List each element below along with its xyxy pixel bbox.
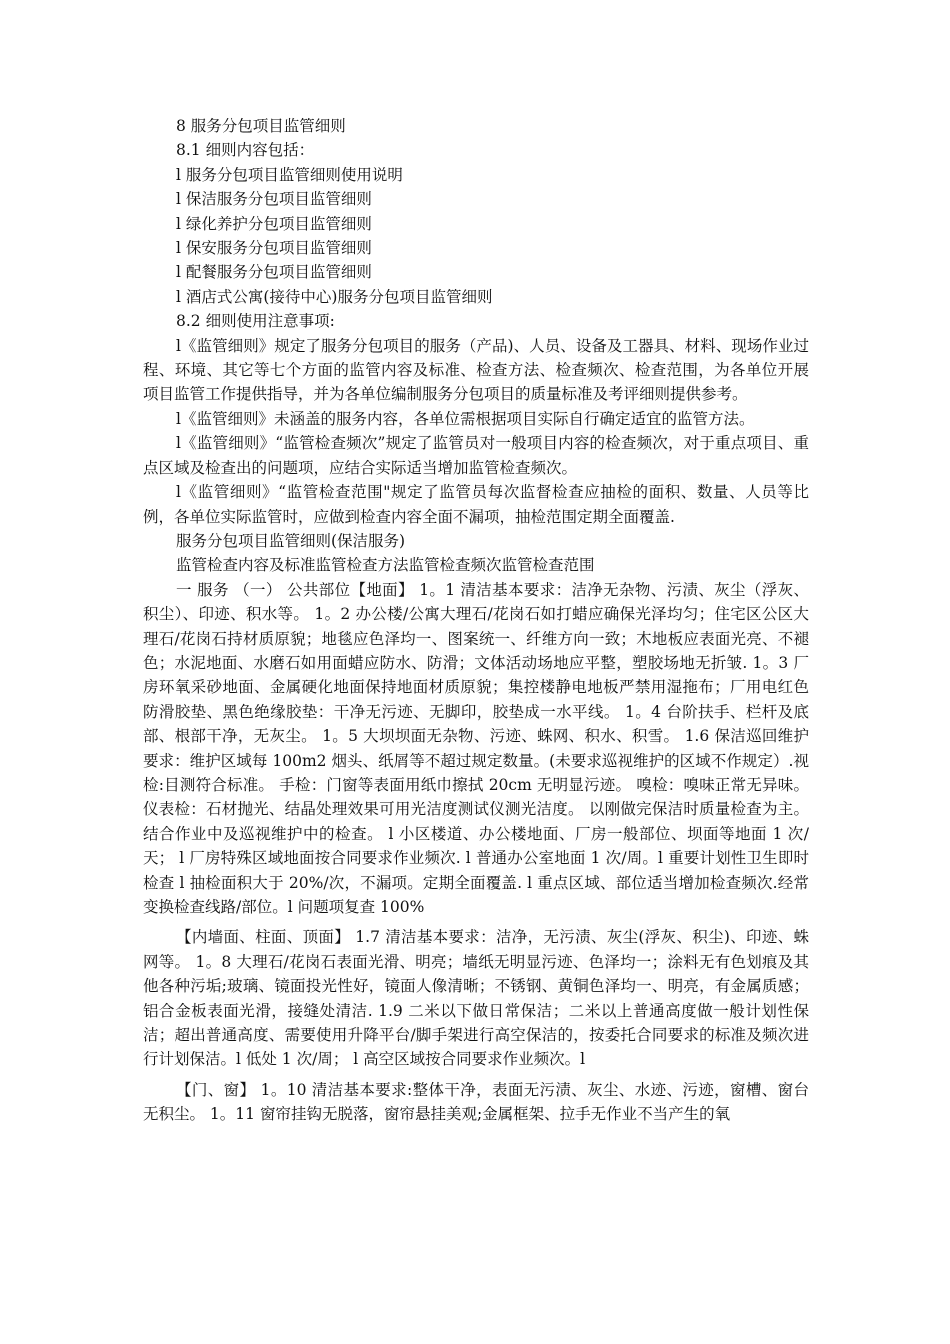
table-title: 服务分包项目监管细则(保洁服务) [176, 531, 406, 550]
list-item: l 酒店式公寓(接待中心)服务分包项目监管细则 [176, 287, 493, 306]
paragraph: 一 服务 （一） 公共部位【地面】 1。1 清洁基本要求：洁净无杂物、污渍、灰尘（浮灰、积尘）、印迹、积水等。 1。2 办公楼/公寓大理石/花岗石如打蜡应确保光泽均匀；住宅区公区大理石/花岗石持材质原貌；地毯应色泽均一、图案统一、纤维方向一致；木地板应表面光亮、不褪色；水泥地面、水磨石如用面蜡应防水、防滑；文体活动场地应平整，塑胶场地无折皱. 1。3 厂房环氧采砂地面、金属硬化地面保持地面材质原貌；集控楼静电地板严禁用湿拖布；厂用电红色防滑胶垫、黑色绝缘胶垫：干净无污迹、无脚印，胶垫成一水平线。 1。4 台阶扶手、栏杆及底部、根部干净，无灰尘。 1。5 大坝坝面无杂物、污迹、蛛网、积水、积雪。 1.6 保洁巡回维护要求：维护区域每 100m2 烟头、纸屑等不超过规定数量。(未要求巡视维护的区域不作规定）.视检:目测符合标准。 手检：门窗等表面用纸巾擦拭 20cm 无明显污迹。 嗅检：嗅味正常无异味。 仪表检：石材抛光、结晶处理效果可用光洁度测试仪测光洁度。 以刚做完保洁时质量检查为主。结合作业中及巡视维护中的检查。 l 小区楼道、办公楼地面、厂房一般部位、坝面等地面 1 次/天； l 厂房特殊区域地面按合同要求作业频次. l 普通办公室地面 1 次/周。l 重要计划性卫生即时检查 l 抽检面积大于 20%/次，不漏项。定期全面覆盖. l 重点区域、部位适当增加检查频次.经常变换检查线路/部位。l 问题项复查 100% [143, 580, 809, 916]
paragraph: 【门、窗】 1。10 清洁基本要求:整体干净，表面无污渍、灰尘、水迹、污迹，窗槽、窗台无积尘。 1。11 窗帘挂钩无脱落，窗帘悬挂美观;金属框架、拉手无作业不当产生的氧 [143, 1080, 809, 1124]
subsection-heading: 8.2 细则使用注意事项: [176, 312, 335, 331]
table-header: 监管检查内容及标准监管检查方法监管检查频次监管检查范围 [176, 556, 595, 575]
list-item: l 配餐服务分包项目监管细则 [176, 263, 372, 282]
paragraph: l《监管细则》规定了服务分包项目的服务（产品)、人员、设备及工器具、材料、现场作业过程、环境、其它等七个方面的监管内容及标准、检查方法、检查频次、检查范围，为各单位开展项目监管工作提供指导，并为各单位编制服务分包项目的质量标准及考评细则提供参考。 [143, 336, 809, 404]
paragraph: l《监管细则》“监管检查频次”规定了监管员对一般项目内容的检查频次，对于重点项目、重点区域及检查出的问题项，应结合实际适当增加监管检查频次。 [143, 434, 809, 477]
document-body [143, 114, 809, 1127]
list-item: l 保安服务分包项目监管细则 [176, 239, 372, 258]
list-item: l 绿化养护分包项目监管细则 [176, 214, 372, 233]
paragraph: 【内墙面、柱面、顶面】 1.7 清洁基本要求：洁净，无污渍、灰尘(浮灰、积尘)、印迹、蛛网等。 1。8 大理石/花岗石表面光滑、明亮；墙纸无明显污迹、色泽均一；涂料无有色划痕及其他各种污垢;玻璃、镜面投光性好，镜面人像清晰；不锈钢、黄铜色泽均一、明亮，有金属质感；铝合金板表面光滑，接缝处清洁. 1.9 二米以下做日常保洁；二米以上普通高度做一般计划性保洁；超出普通高度、需要使用升降平台/脚手架进行高空保洁的，按委托合同要求的标准及频次进行计划保洁。l 低处 1 次/周； l 高空区域按合同要求作业频次。l [143, 928, 809, 1069]
list-item: l 保洁服务分包项目监管细则 [176, 190, 372, 209]
paragraph: l《监管细则》未涵盖的服务内容，各单位需根据项目实际自行确定适宜的监管方法。 [176, 409, 755, 428]
list-item: l 服务分包项目监管细则使用说明 [176, 165, 403, 184]
subsection-heading: 8.1 细则内容包括： [176, 141, 315, 160]
section-heading: 8 服务分包项目监管细则 [176, 117, 346, 135]
paragraph: l《监管细则》“监管检查范围"规定了监管员每次监督检查应抽检的面积、数量、人员等比例，各单位实际监管时，应做到检查内容全面不漏项，抽检范围定期全面覆盖. [143, 483, 809, 526]
